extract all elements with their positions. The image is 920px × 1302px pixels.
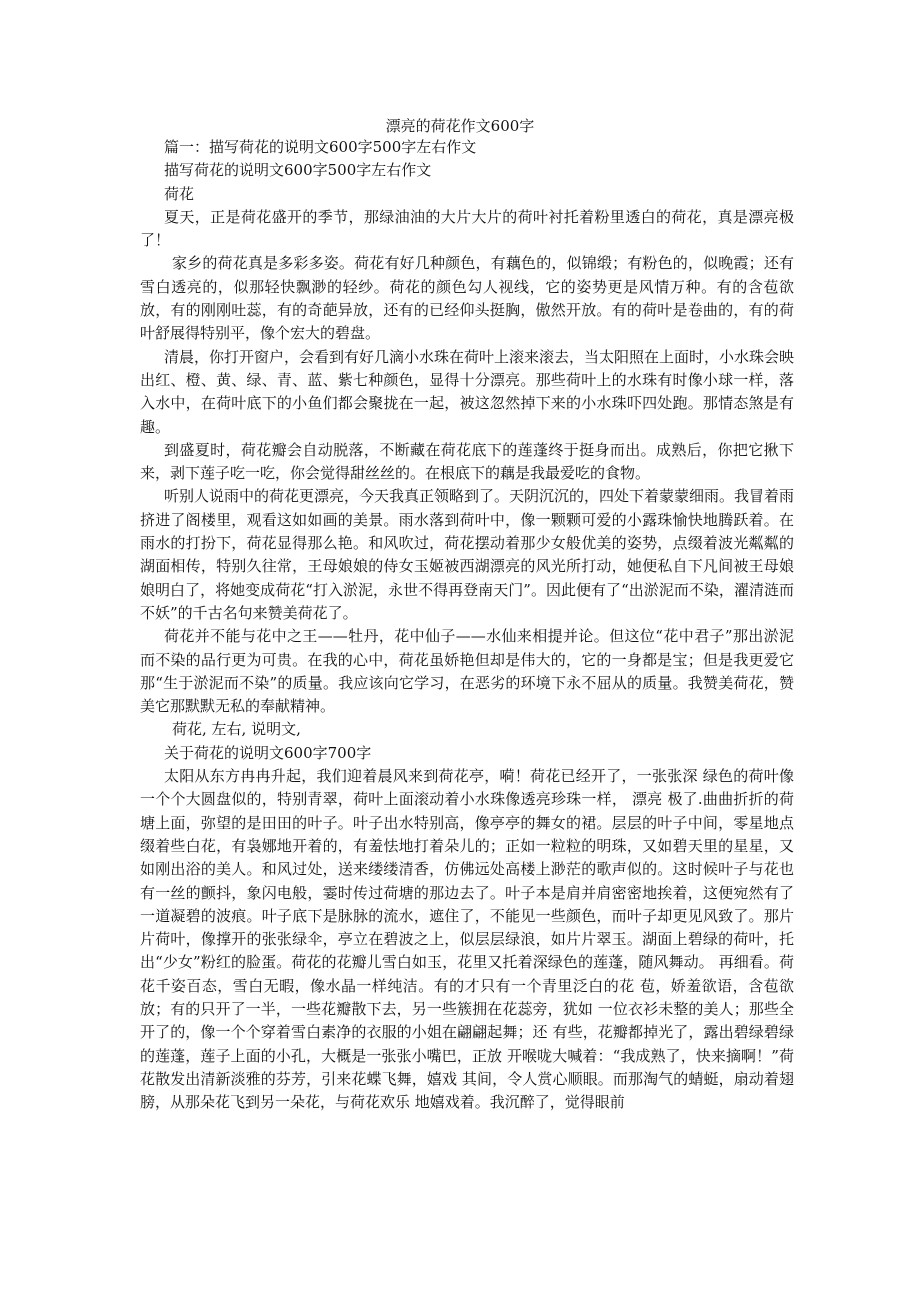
keywords-line: 荷花, 左右, 说明文, <box>172 720 301 739</box>
paragraph: 到盛夏时，荷花瓣会自动脱落，不断藏在荷花底下的莲蓬终于挺身而出。成熟后，你把它揪下来，剥下莲子吃一吃，你会觉得甜丝丝的。在根底下的藕是我最爱吃的食物。 <box>140 440 794 483</box>
document-body <box>140 136 794 1114</box>
paragraph: 太阳从东方冉冉升起，我们迎着晨风来到荷花亭，嗬！荷花已经开了，一张张深 绿色的荷叶像一个个大圆盘似的，特别青翠，荷叶上面滚动着小水珠像透亮珍珠一样， 漂亮 极了.曲曲折折的荷塘上面，弥望的是田田的叶子。叶子出水特别高，像亭亭的舞女的裙。层层的叶子中间，零星地点缀着些白花，有袅娜地开着的，有羞怯地打着朵儿的；正如一粒粒的明珠，又如碧天里的星星，又如刚出浴的美人。和风过处，送来缕缕清香，仿佛远处高楼上渺茫的歌声似的。这时候叶子与花也有一丝的颤抖，象闪电般，霎时传过荷塘的那边去了。叶子本是肩并肩密密地挨着，这便宛然有了一道凝碧的波痕。叶子底下是脉脉的流水，遮住了，不能见一些颜色，而叶子却更见风致了。那片片荷叶，像撑开的张张绿伞，亭立在碧波之上，似层层绿浪，如片片翠玉。湖面上碧绿的荷叶，托出“少女”粉红的脸蛋。荷花的花瓣儿雪白如玉，花里又托着深绿色的莲蓬，随风舞动。 再细看。荷花千姿百态，雪白无暇，像水晶一样纯洁。有的才只有一个青里泛白的花 苞，娇羞欲语，含苞欲放；有的只开了一半，一些花瓣散下去，另一些簇拥在花蕊旁，犹如 一位衣衫未整的美人；那些全开了的，像一个个穿着雪白素净的衣服的小姐在翩翩起舞；还 有些，花瓣都掉光了，露出碧绿碧绿的莲蓬，莲子上面的小孔，大概是一张张小嘴巴，正放 开喉咙大喊着：“我成熟了，快来摘啊！”荷花散发出清新淡雅的芬芳，引来花蝶飞舞，嬉戏 其间，令人赏心顺眼。而那淘气的蜻蜓，扇动着翅膀，从那朵花飞到另一朵花，与荷花欢乐 地嬉戏着。我沉醉了，觉得眼前 <box>140 767 794 1112</box>
subheading-lotus: 荷花 <box>164 184 195 203</box>
paragraph: 家乡的荷花真是多彩多姿。荷花有好几种颜色，有藕色的，似锦缎；有粉色的，似晚霞；还有雪白透亮的，似那轻快飘渺的轻纱。荷花的颜色勾人视线，它的姿势更是风情万种。有的含苞欲放，有的刚刚吐蕊，有的奇葩异放，还有的已经仰头挺胸，傲然开放。有的荷叶是卷曲的，有的荷叶舒展得特别平，像个宏大的碧盘。 <box>140 254 794 343</box>
paragraph: 夏天，正是荷花盛开的季节，那绿油油的大片大片的荷叶衬托着粉里透白的荷花，真是漂亮极了！ <box>140 207 794 250</box>
section-heading-1: 篇一：描写荷花的说明文600字500字左右作文 <box>164 138 477 156</box>
document-title: 漂亮的荷花作文600字 <box>385 117 535 135</box>
paragraph: 听别人说雨中的荷花更漂亮，今天我真正领略到了。天阴沉沉的，四处下着蒙蒙细雨。我冒着雨挤进了阁楼里，观看这如如画的美景。雨水落到荷叶中，像一颗颗可爱的小露珠愉快地腾跃着。在雨水的打扮下，荷花显得那么艳。和风吹过，荷花摆动着那少女般优美的姿势，点缀着波光粼粼的湖面相传，特别久往常，王母娘娘的侍女玉姬被西湖漂亮的风光所打动，她便私自下凡间被王母娘娘明白了，将她变成荷花“打入淤泥，永世不得再登南天门”。因此便有了“出淤泥而不染，濯清涟而不妖”的千古名句来赞美荷花了。 <box>140 487 795 622</box>
paragraph: 荷花并不能与花中之王——牡丹，花中仙子——水仙来相提并论。但这位“花中君子”那出淤泥而不染的品行更为可贵。在我的心中，荷花虽娇艳但却是伟大的，它的一身都是宝；但是我更爱它那“生于淤泥而不染”的质量。我应该向它学习，在恶劣的环境下永不屈从的质量。我赞美荷花，赞美它那默默无私的奉献精神。 <box>140 627 794 716</box>
subheading: 描写荷花的说明文600字500字左右作文 <box>164 161 432 180</box>
section-heading-2: 关于荷花的说明文600字700字 <box>164 743 372 762</box>
paragraph: 清晨，你打开窗户，会看到有好几滴小水珠在荷叶上滚来滚去，当太阳照在上面时，小水珠会映出红、橙、黄、绿、青、蓝、紫七种颜色，显得十分漂亮。那些荷叶上的水珠有时像小球一样，落入水中，在荷叶底下的小鱼们都会聚拢在一起，被这忽然掉下来的小水珠吓四处跑。那情态煞是有趣。 <box>140 347 795 436</box>
